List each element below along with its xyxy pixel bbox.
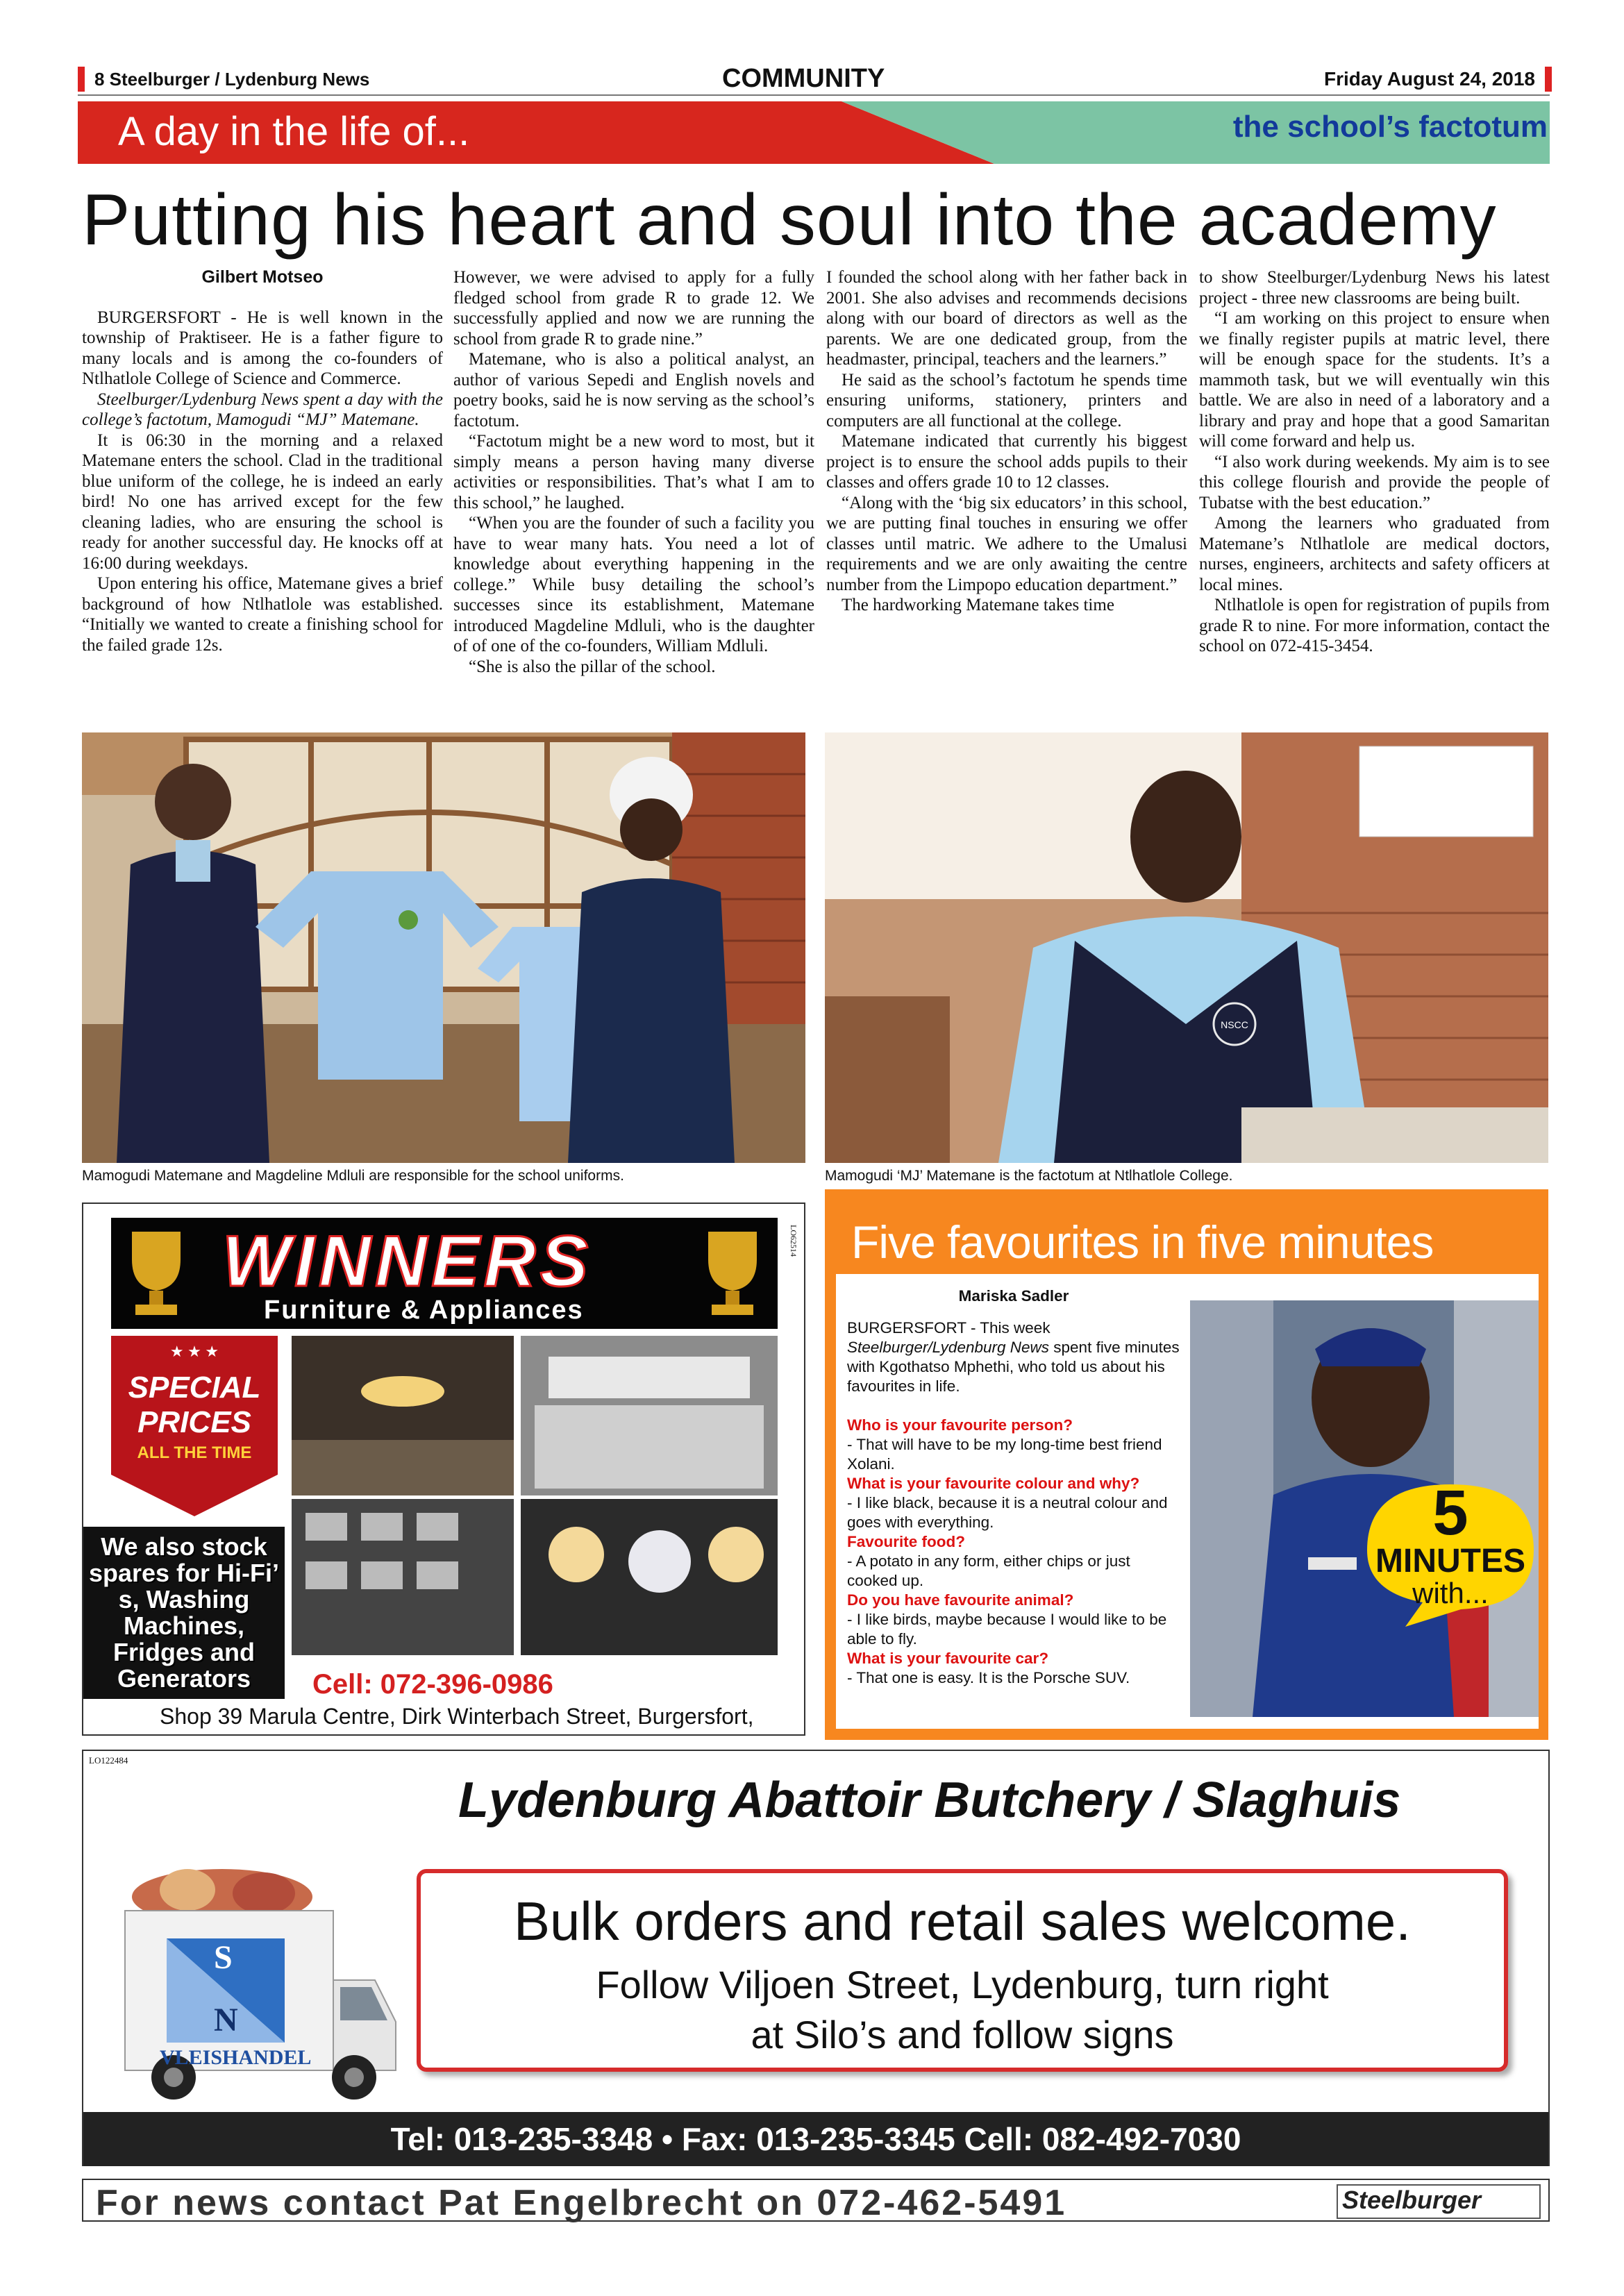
trophy-icon <box>118 1225 194 1322</box>
butchery-title: Lydenburg Abattoir Butchery / Slaghuis <box>458 1773 1401 1828</box>
headline: Putting his heart and soul into the academy <box>82 180 1497 260</box>
logo-letter-s: S <box>214 1939 233 1976</box>
butchery-line2: Follow Viljoen Street, Lydenburg, turn right <box>596 1963 1329 2006</box>
intro-part: BURGERSFORT - This week <box>847 1319 1050 1336</box>
answer: - That will have to be my long-time best friend Xolani. <box>847 1436 1162 1473</box>
store-photo <box>521 1499 778 1655</box>
butchery-ad <box>82 1750 1550 2166</box>
intro <box>847 1318 1180 1396</box>
banner-subtitle: the school’s factotum <box>1232 110 1548 144</box>
store-photo <box>292 1499 514 1655</box>
badge-minutes: MINUTES <box>1375 1543 1525 1579</box>
header-rule <box>78 94 1550 96</box>
question: What is your favourite colour and why? <box>847 1475 1140 1492</box>
photo-factotum <box>825 732 1548 1163</box>
svg-text:★ ★ ★: ★ ★ ★ <box>169 1343 219 1360</box>
photo-caption-left: Mamogudi Matemane and Magdeline Mdluli are responsible for the school uniforms. <box>82 1168 624 1184</box>
steelburger-logo <box>1337 2184 1541 2219</box>
paragraph: I founded the school along with her father back in 2001. She also advises and recommends decisions along with our board of directors as well as the parents. We are one dedicated group, from the headmaster, principal, teachers and the learners.” <box>826 268 1187 369</box>
stock-text: We also stock spares for Hi-Fi’ s, Washing Machines, Fridges and Generators <box>83 1527 285 1699</box>
photo-caption-right: Mamogudi ‘MJ’ Matemane is the factotum at Ntlhatlole College. <box>825 1168 1233 1184</box>
banner-title: A day in the life of... <box>118 109 470 154</box>
winners-header <box>111 1218 778 1329</box>
logo-word: VLEISHANDEL <box>160 2046 312 2069</box>
answer: - A potato in any form, either chips or just cooked up. <box>847 1552 1130 1589</box>
paragraph: Among the learners who graduated from Matemane’s Ntlhatlole are medical doctors, nurses, engineers, architects and safety officers at local mines. <box>1199 514 1550 594</box>
paragraph: “When you are the founder of such a facility you have to wear many hats. You need a lot of knowledge about everything happening in the college.” While busy detailing the school’s successes since its establishment, Matemane introduced Magdeline Mdluli, who is the daughter of of one of the co-founders, William Mdluli. <box>453 514 814 655</box>
butchery-line3: at Silo’s and follow signs <box>751 2013 1174 2056</box>
question: Who is your favourite person? <box>847 1416 1073 1434</box>
five-favourites-title: Five favourites in five minutes <box>851 1216 1434 1268</box>
winners-ad <box>82 1203 805 1736</box>
question: Do you have favourite animal? <box>847 1591 1074 1609</box>
winners-cell: Cell: 072-396-0986 <box>312 1669 553 1700</box>
paragraph: It is 06:30 in the morning and a relaxed Matemane enters the school. Clad in the traditional blue uniform of the college, he is indeed an early bird! No one has arrived except for the few cleaning ladies, who are ensuring the school is ready for another successful day. He knocks off at 16:00 during weekdays. <box>82 430 443 573</box>
paragraph: “She is also the pillar of the school. <box>469 657 716 676</box>
article-column-1 <box>82 267 443 655</box>
page-folio: 8 Steelburger / Lydenburg News <box>78 67 369 92</box>
paragraph: Upon entering his office, Matemane gives a brief background of how Ntlhatlole was established. “Initially we wanted to create a finishing school for the failed grade 12s. <box>82 574 443 655</box>
crest-text: NSCC <box>1221 1019 1248 1030</box>
five-favourites-text <box>847 1287 1180 1688</box>
delivery-truck <box>111 1862 403 2112</box>
special-label: SPECIAL <box>128 1371 261 1405</box>
logo-text: Steelburger <box>1342 2186 1482 2214</box>
badge-number: 5 <box>1432 1477 1468 1548</box>
intro-part: Steelburger/Lydenburg News <box>847 1339 1050 1356</box>
five-favourites-box <box>825 1189 1548 1740</box>
issue-date: Friday August 24, 2018 <box>1324 67 1552 92</box>
winners-address: Shop 39 Marula Centre, Dirk Winterbach Street, Burgersfort, <box>160 1704 754 1729</box>
trophy-icon <box>694 1225 771 1322</box>
paragraph: “Along with the ‘big six educators’ in this school, we are putting final touches in ensuring we offer classes until matric. We adhere to the Umalusi requirements and we are only awaiting the centre number from the Limpopo education department.” <box>826 493 1187 594</box>
butchery-contact-bar: Tel: 013-235-3348 • Fax: 013-235-3345 Cell: 082-492-7030 <box>83 2112 1548 2166</box>
paragraph: “Factotum might be a new word to most, but it simply means a person having many diverse activities or responsibilities. That’s what I am to this school,” he laughed. <box>453 432 814 512</box>
store-photo <box>292 1336 514 1495</box>
photo-uniforms <box>82 732 805 1163</box>
paragraph: to show Steelburger/Lydenburg News his latest project - three new classrooms are being built. <box>1199 268 1550 308</box>
footer-contact: For news contact Pat Engelbrecht on 072-462-5491 <box>96 2183 1067 2223</box>
answer: - I like birds, maybe because I would like to be able to fly. <box>847 1611 1167 1648</box>
byline: Mariska Sadler <box>958 1287 1069 1305</box>
article-column-4 <box>1199 267 1550 657</box>
answer: - I like black, because it is a neutral colour and goes with everything. <box>847 1494 1168 1531</box>
answer: - That one is easy. It is the Porsche SUV. <box>847 1669 1130 1686</box>
store-photo <box>521 1336 778 1495</box>
paragraph: BURGERSFORT - He is well known in the township of Praktiseer. He is a father figure to many locals and is among the co-founders of Ntlhatlole College of Science and Commerce. <box>82 308 443 388</box>
paragraph: However, we were advised to apply for a fully fledged school from grade R to grade 12. We successfully applied and now we are running the school from grade R to grade nine.” <box>453 268 814 349</box>
paragraph: Matemane indicated that currently his biggest project is to ensure the school adds pupils to their classes and offers grade 10 to 12 classes. <box>826 432 1187 492</box>
special-prices-badge <box>111 1336 278 1516</box>
logo-letter-n: N <box>214 2002 238 2038</box>
paragraph: He said as the school’s factotum he spends time ensuring uniforms, stationery, printers and computers are all functional at the college. <box>826 370 1187 430</box>
paragraph: Matemane, who is also a political analyst, an author of various Sepedi and English novels and poetry books, said he is now serving as the school’s factotum. <box>453 350 814 430</box>
winners-subtitle: Furniture & Appliances <box>264 1296 584 1325</box>
question: What is your favourite car? <box>847 1650 1049 1667</box>
winners-title: WINNERS <box>222 1221 593 1302</box>
paragraph: “I am working on this project to ensure when we finally register pupils at matric level, there will be enough space for the students. It’s a mammoth task, but we will eventually win this battle. We are also in need of a laboratory and a library and pray and hope that a good Samaritan will come forward and help us. <box>1199 309 1550 451</box>
five-favourites-inner <box>836 1203 1539 1729</box>
paragraph: Steelburger/Lydenburg News spent a day with the college’s factotum, Mamogudi “MJ” Matemane. <box>82 389 443 429</box>
section-label: COMMUNITY <box>722 64 885 93</box>
intro-part: spent five minutes with Kgothatso Mphethi, who told us about his favourites in life. <box>847 1339 1180 1395</box>
butchery-line1: Bulk orders and retail sales welcome. <box>514 1891 1411 1952</box>
butchery-message-box <box>417 1869 1508 2072</box>
badge-with: with... <box>1412 1577 1489 1609</box>
prices-label: PRICES <box>137 1405 251 1439</box>
question: Favourite food? <box>847 1533 965 1550</box>
article-column-2 <box>453 267 814 677</box>
paragraph: “I also work during weekends. My aim is to see this college flourish and provide the people of Tubatse with the best education.” <box>1199 452 1550 512</box>
ad-code: LO122484 <box>89 1755 128 1766</box>
ad-code: LO62514 <box>789 1225 798 1257</box>
all-time-label: ALL THE TIME <box>137 1443 252 1462</box>
article-column-3 <box>826 267 1187 616</box>
paragraph: Ntlhatlole is open for registration of pupils from grade R to nine. For more information, contact the school on 072-415-3454. <box>1199 596 1550 655</box>
paragraph: The hardworking Matemane takes time <box>842 596 1114 614</box>
five-minutes-badge <box>1364 1477 1537 1627</box>
byline: Gilbert Motseo <box>201 267 324 287</box>
